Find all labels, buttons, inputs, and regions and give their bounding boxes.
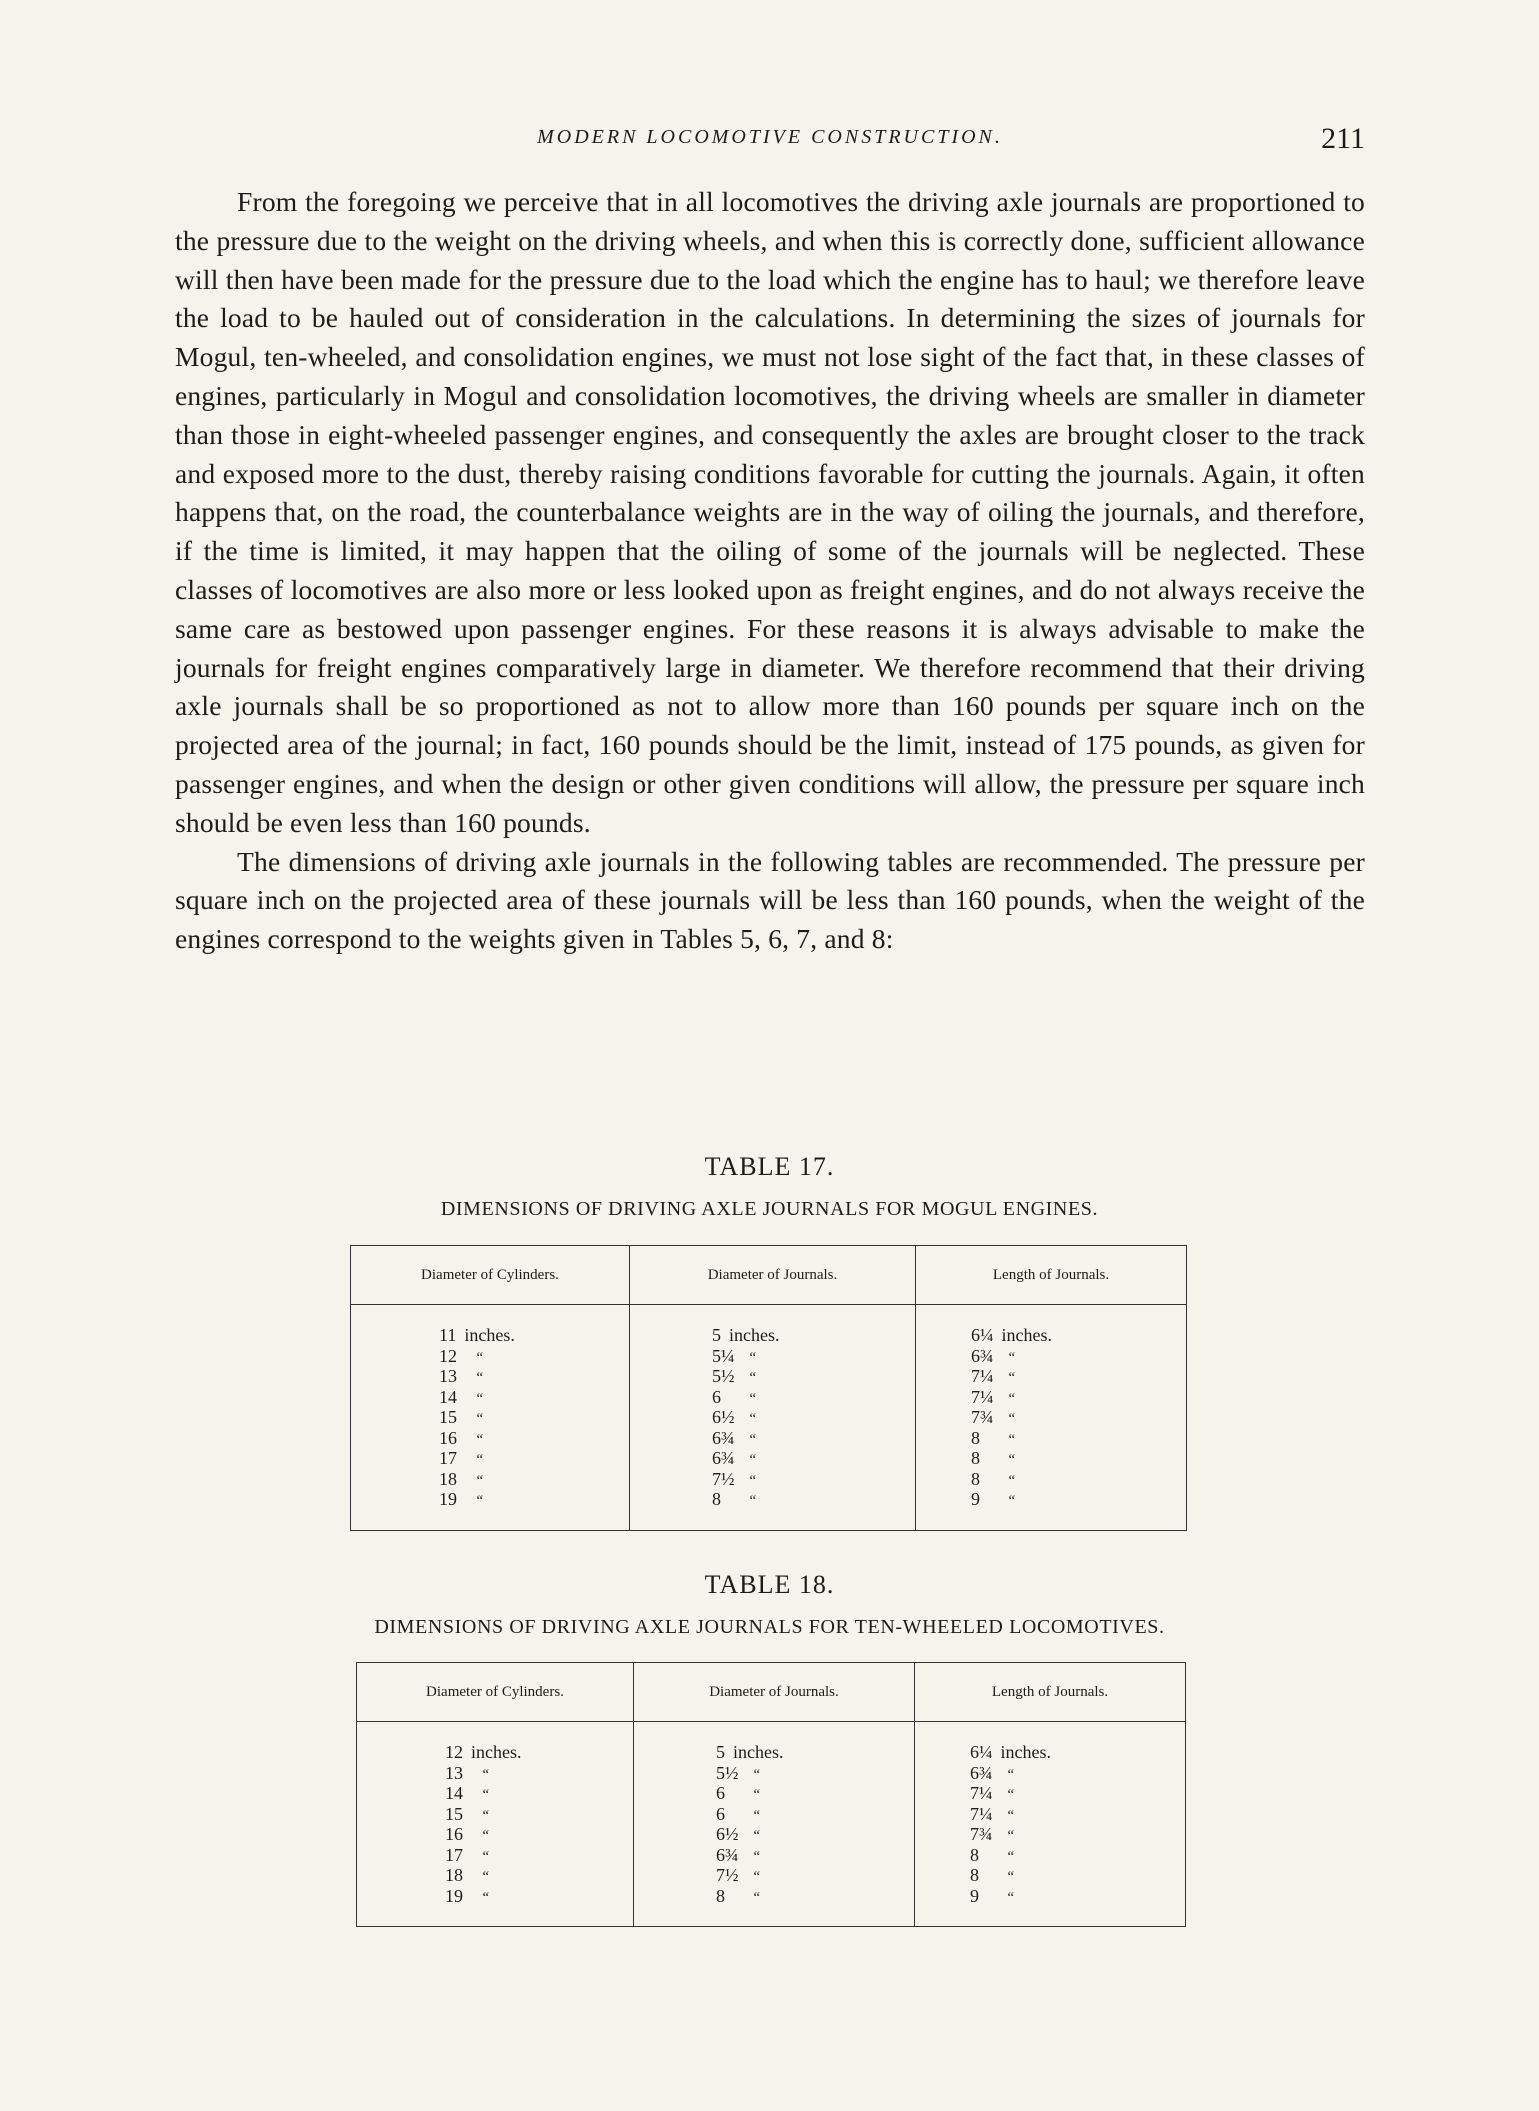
table-cell — [634, 1804, 914, 1825]
ditto-mark: “ — [748, 1411, 757, 1427]
table-cell — [634, 1783, 914, 1804]
cell-value: 8 — [971, 1468, 980, 1489]
table-cell — [634, 1845, 914, 1866]
table-cell — [916, 1407, 1186, 1428]
ditto-mark: “ — [475, 1431, 484, 1448]
ditto-mark: “ — [748, 1452, 757, 1468]
ditto-mark: “ — [1007, 1390, 1016, 1407]
ditto-mark: “ — [1006, 1807, 1015, 1824]
table-cell — [630, 1428, 915, 1449]
ditto-mark: “ — [1007, 1431, 1016, 1448]
journal-diameter-column — [630, 1305, 916, 1531]
cell-value: 8 — [971, 1427, 980, 1448]
table-18 — [356, 1662, 1186, 1927]
ditto-mark: “ — [748, 1431, 757, 1448]
table-cell — [630, 1489, 915, 1510]
ditto-mark: “ — [752, 1848, 761, 1865]
table-cell — [916, 1428, 1186, 1449]
paragraph: The dimensions of driving axle journals in the following tables are recommended. The pressure per square inch on the projected area of these journals will be less than 160 pounds, when the weight of the engines correspond to the weights given in Tables 5, 6, 7, and 8: — [175, 845, 1365, 955]
journal-length-column — [916, 1305, 1187, 1531]
ditto-mark: “ — [752, 1889, 761, 1906]
ditto-mark: “ — [1006, 1869, 1015, 1885]
ditto-mark: “ — [752, 1828, 761, 1844]
table-17 — [350, 1245, 1187, 1531]
table-cell — [357, 1845, 633, 1866]
table-cell — [630, 1469, 915, 1490]
cell-value: 12 — [445, 1742, 463, 1762]
table-cell — [634, 1742, 914, 1763]
cell-value: 8 — [970, 1865, 979, 1885]
table-cell — [357, 1865, 633, 1886]
ditto-mark: “ — [475, 1390, 484, 1407]
body-text — [175, 183, 1365, 959]
table-cell — [634, 1763, 914, 1784]
ditto-mark: “ — [752, 1766, 761, 1783]
table-cell — [630, 1387, 915, 1408]
table-cell — [634, 1886, 914, 1907]
column-header: Length of Journals. — [916, 1246, 1187, 1305]
cell-value: 8 — [712, 1489, 721, 1509]
table-cell — [357, 1763, 633, 1784]
table-cell — [915, 1804, 1185, 1825]
ditto-mark: “ — [1007, 1411, 1016, 1427]
table-cell — [916, 1346, 1186, 1367]
cell-value: 6¾ — [716, 1844, 739, 1865]
ditto-mark: “ — [1006, 1828, 1015, 1844]
table-cell — [916, 1387, 1186, 1408]
table-cell — [357, 1824, 633, 1845]
ditto-mark: “ — [748, 1349, 757, 1366]
running-title: MODERN LOCOMOTIVE CONSTRUCTION. — [537, 126, 1003, 148]
ditto-mark: “ — [748, 1493, 757, 1509]
table-cell — [351, 1428, 629, 1449]
ditto-mark: “ — [475, 1452, 484, 1468]
ditto-mark: “ — [752, 1787, 761, 1803]
column-header: Diameter of Journals. — [630, 1246, 916, 1305]
cell-value: 16 — [445, 1824, 463, 1844]
cell-value: 6 — [712, 1386, 721, 1407]
cylinders-column — [357, 1722, 634, 1927]
table-cell — [915, 1886, 1185, 1907]
cell-value: 5¼ — [712, 1345, 735, 1366]
table-cell — [630, 1448, 915, 1469]
table-caption: DIMENSIONS OF DRIVING AXLE JOURNALS FOR MOGUL ENGINES. — [440, 1198, 1099, 1220]
ditto-mark: “ — [748, 1472, 757, 1489]
ditto-mark: “ — [475, 1349, 484, 1366]
table-cell — [351, 1407, 629, 1428]
cell-value: 6 — [716, 1803, 725, 1824]
cell-value: 17 — [445, 1844, 463, 1865]
cell-value: 5½ — [716, 1762, 739, 1783]
ditto-mark: “ — [752, 1869, 761, 1885]
table-title: TABLE 17. — [704, 1152, 835, 1181]
ditto-mark: “ — [1007, 1370, 1016, 1386]
table-cell — [351, 1489, 629, 1510]
ditto-mark: “ — [1007, 1349, 1016, 1366]
table-cell — [351, 1469, 629, 1490]
cell-value: 7¼ — [971, 1366, 994, 1386]
table-cell — [630, 1325, 915, 1346]
table-cell — [630, 1346, 915, 1367]
table-cell — [915, 1845, 1185, 1866]
cell-value: 9 — [970, 1885, 979, 1906]
table-cell — [634, 1824, 914, 1845]
column-header: Diameter of Cylinders. — [357, 1663, 634, 1722]
cell-value: 7½ — [712, 1468, 735, 1489]
cell-value: 14 — [439, 1386, 457, 1407]
cell-value: 6¼ — [971, 1325, 994, 1345]
table-cell — [916, 1489, 1186, 1510]
cell-value: 6¾ — [712, 1427, 735, 1448]
table-cell — [630, 1366, 915, 1387]
cell-value: 18 — [445, 1865, 463, 1885]
ditto-mark: “ — [475, 1411, 484, 1427]
ditto-mark: “ — [475, 1370, 484, 1386]
cell-value: 18 — [439, 1468, 457, 1489]
unit-label: inches. — [733, 1742, 784, 1762]
cell-value: 13 — [439, 1366, 457, 1386]
cell-value: 16 — [439, 1427, 457, 1448]
table-cell — [916, 1325, 1186, 1346]
page-number: 211 — [1321, 122, 1365, 155]
unit-label: inches. — [1001, 1325, 1052, 1345]
cell-value: 6¾ — [971, 1345, 994, 1366]
cell-value: 8 — [716, 1885, 725, 1906]
ditto-mark: “ — [481, 1848, 490, 1865]
unit-label: inches. — [471, 1742, 522, 1762]
table-cell — [916, 1366, 1186, 1387]
table-cell — [357, 1886, 633, 1907]
cell-value: 5 — [712, 1325, 721, 1345]
cell-value: 6¼ — [970, 1742, 993, 1762]
ditto-mark: “ — [481, 1828, 490, 1844]
ditto-mark: “ — [481, 1787, 490, 1803]
ditto-mark: “ — [1006, 1889, 1015, 1906]
paragraph: From the foregoing we perceive that in all locomotives the driving axle journals are proportioned to the pressure due to the weight on the driving wheels, and when this is correctly done, sufficient allowance will then have been made for the pressure due to the load which the engine has to haul; we therefore leave the load to be hauled out of consideration in the calculations. In determining the sizes of journals for Mogul, ten-wheeled, and consolidation engines, we must not lose sight of the fact that, in these classes of engines, particularly in Mogul and consolidation locomotives, the driving wheels are smaller in diameter than those in eight-wheeled passenger engines, and consequently the axles are brought closer to the track and exposed more to the dust, thereby raising conditions favorable for cutting the journals. Again, it often happens that, on the road, the counterbalance weights are in the way of oiling the journals, and therefore, if the time is limited, it may happen that the oiling of some of the journals will be neglected. These classes of locomotives are also more or less looked upon as freight engines, and do not always receive the same care as bestowed upon passenger engines. For these reasons it is always advisable to make the journals for freight engines comparatively large in diameter. We therefore recommend that their driving axle journals shall be so proportioned as not to allow more than 160 pounds per square inch on the projected area of the journal; in fact, 160 pounds should be the limit, instead of 175 pounds, as given for passenger engines, and when the design or other given conditions will allow, the pressure per square inch should be even less than 160 pounds. — [175, 186, 1365, 838]
cell-value: 7¾ — [971, 1407, 994, 1427]
ditto-mark: “ — [1006, 1787, 1015, 1803]
cell-value: 19 — [439, 1489, 457, 1509]
page-header — [175, 122, 1365, 162]
cell-value: 15 — [439, 1407, 457, 1427]
cell-value: 6¾ — [970, 1762, 993, 1783]
table-cell — [915, 1763, 1185, 1784]
table-cell — [915, 1824, 1185, 1845]
ditto-mark: “ — [481, 1766, 490, 1783]
cell-value: 5 — [716, 1742, 725, 1762]
cell-value: 15 — [445, 1803, 463, 1824]
cell-value: 9 — [971, 1489, 980, 1509]
cell-value: 14 — [445, 1783, 463, 1803]
cell-value: 8 — [970, 1844, 979, 1865]
cell-value: 6½ — [712, 1407, 735, 1427]
ditto-mark: “ — [481, 1889, 490, 1906]
cell-value: 11 — [439, 1325, 457, 1345]
column-header: Diameter of Cylinders. — [351, 1246, 630, 1305]
ditto-mark: “ — [481, 1807, 490, 1824]
cell-value: 12 — [439, 1345, 457, 1366]
column-header: Length of Journals. — [915, 1663, 1186, 1722]
ditto-mark: “ — [1007, 1472, 1016, 1489]
cell-value: 7½ — [716, 1865, 739, 1885]
journal-length-column — [915, 1722, 1186, 1927]
ditto-mark: “ — [1006, 1848, 1015, 1865]
cylinders-column — [351, 1305, 630, 1531]
cell-value: 6¾ — [712, 1448, 735, 1468]
cell-value: 6½ — [716, 1824, 739, 1844]
table-cell — [351, 1346, 629, 1367]
ditto-mark: “ — [748, 1390, 757, 1407]
ditto-mark: “ — [1007, 1452, 1016, 1468]
table-title: TABLE 18. — [704, 1570, 835, 1599]
table-cell — [630, 1407, 915, 1428]
table-cell — [351, 1366, 629, 1387]
cell-value: 7¼ — [970, 1803, 993, 1824]
ditto-mark: “ — [475, 1472, 484, 1489]
cell-value: 17 — [439, 1448, 457, 1468]
table-cell — [351, 1387, 629, 1408]
cell-value: 5½ — [712, 1366, 735, 1386]
ditto-mark: “ — [475, 1493, 484, 1509]
table-cell — [351, 1448, 629, 1469]
table-cell — [915, 1742, 1185, 1763]
table-cell — [915, 1865, 1185, 1886]
table-cell — [634, 1865, 914, 1886]
table-18-heading — [0, 1570, 1539, 1639]
cell-value: 19 — [445, 1885, 463, 1906]
table-cell — [916, 1448, 1186, 1469]
cell-value: 6 — [716, 1783, 725, 1803]
cell-value: 8 — [971, 1448, 980, 1468]
table-cell — [915, 1783, 1185, 1804]
table-caption: DIMENSIONS OF DRIVING AXLE JOURNALS FOR TEN-WHEELED LOCOMOTIVES. — [374, 1616, 1165, 1638]
cell-value: 7¾ — [970, 1824, 993, 1844]
ditto-mark: “ — [748, 1370, 757, 1386]
cell-value: 13 — [445, 1762, 463, 1783]
ditto-mark: “ — [752, 1807, 761, 1824]
table-cell — [357, 1783, 633, 1804]
cell-value: 7¼ — [971, 1386, 994, 1407]
ditto-mark: “ — [1006, 1766, 1015, 1783]
unit-label: inches. — [729, 1325, 780, 1345]
ditto-mark: “ — [481, 1869, 490, 1885]
table-cell — [357, 1804, 633, 1825]
cell-value: 7¼ — [970, 1783, 993, 1803]
column-header: Diameter of Journals. — [634, 1663, 915, 1722]
table-cell — [351, 1325, 629, 1346]
ditto-mark: “ — [1007, 1493, 1016, 1509]
journal-diameter-column — [634, 1722, 915, 1927]
unit-label: inches. — [1000, 1742, 1051, 1762]
table-17-heading — [0, 1152, 1539, 1221]
table-cell — [357, 1742, 633, 1763]
unit-label: inches. — [464, 1325, 515, 1345]
table-cell — [916, 1469, 1186, 1490]
